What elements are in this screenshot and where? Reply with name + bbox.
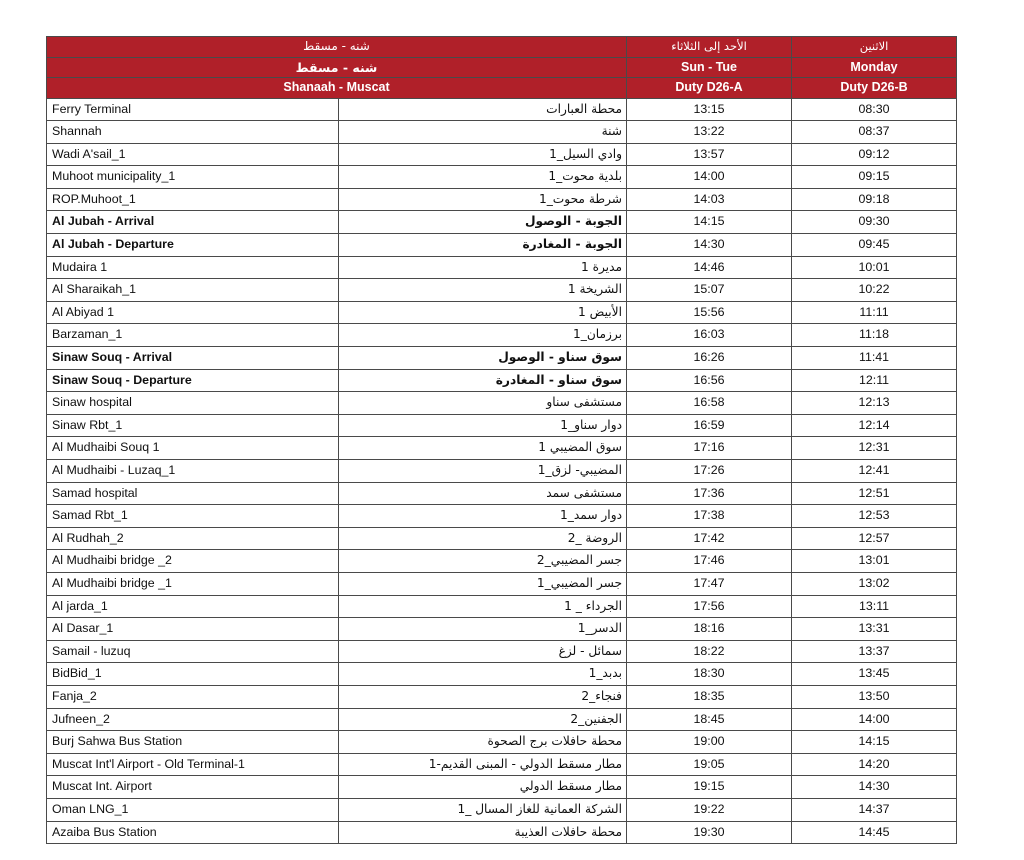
station-name-english: Muscat Int. Airport (47, 776, 339, 799)
table-row (47, 731, 957, 754)
column-header-english-suntue: Sun - Tue (627, 57, 792, 78)
departure-time-monday: 09:15 (792, 166, 957, 189)
column-header-arabic-suntue: الأحد إلى الثلاثاء (627, 37, 792, 58)
table-row (47, 121, 957, 144)
table-row (47, 618, 957, 641)
table-row (47, 527, 957, 550)
departure-time-monday: 08:37 (792, 121, 957, 144)
station-name-arabic: الجرداء _ 1 (339, 595, 627, 618)
station-name-arabic: مستشفى سناو (339, 392, 627, 415)
table-row (47, 460, 957, 483)
departure-time-monday: 11:41 (792, 347, 957, 370)
departure-time-sun-tue: 17:26 (627, 460, 792, 483)
departure-time-monday: 14:37 (792, 798, 957, 821)
station-name-arabic: مطار مسقط الدولي - المبنى القديم-1 (339, 753, 627, 776)
station-name-arabic: الروضة _2 (339, 527, 627, 550)
station-name-english: Al Jubah - Arrival (47, 211, 339, 234)
station-name-english: Al Abiyad 1 (47, 301, 339, 324)
station-name-english: Muscat Int'l Airport - Old Terminal-1 (47, 753, 339, 776)
departure-time-sun-tue: 15:56 (627, 301, 792, 324)
table-row (47, 753, 957, 776)
header-row-arabic-1 (47, 37, 957, 58)
table-row (47, 256, 957, 279)
station-name-arabic: سوق سناو - المغادرة (339, 369, 627, 392)
departure-time-monday: 13:37 (792, 640, 957, 663)
table-row (47, 369, 957, 392)
station-name-english: Fanja_2 (47, 685, 339, 708)
departure-time-sun-tue: 16:56 (627, 369, 792, 392)
departure-time-sun-tue: 16:26 (627, 347, 792, 370)
station-name-arabic: فنجاء_2 (339, 685, 627, 708)
route-title-arabic-2: شنه - مسقط (47, 57, 627, 78)
departure-time-monday: 14:15 (792, 731, 957, 754)
departure-time-sun-tue: 14:03 (627, 188, 792, 211)
station-name-arabic: بدبد_1 (339, 663, 627, 686)
station-name-english: Al Mudhaibi bridge _1 (47, 572, 339, 595)
table-row (47, 234, 957, 257)
station-name-arabic: جسر المضيبي_1 (339, 572, 627, 595)
station-name-english: Al Mudhaibi bridge _2 (47, 550, 339, 573)
header-row-english (47, 78, 957, 99)
table-row (47, 143, 957, 166)
departure-time-sun-tue: 19:00 (627, 731, 792, 754)
table-row (47, 301, 957, 324)
station-name-arabic: الشركة العمانية للغاز المسال _1 (339, 798, 627, 821)
departure-time-sun-tue: 13:57 (627, 143, 792, 166)
departure-time-sun-tue: 13:22 (627, 121, 792, 144)
departure-time-sun-tue: 16:03 (627, 324, 792, 347)
timetable-body (47, 37, 957, 844)
departure-time-monday: 14:45 (792, 821, 957, 844)
station-name-arabic: محطة حافلات العذيبة (339, 821, 627, 844)
station-name-arabic: مديرة 1 (339, 256, 627, 279)
duty-header-suntue: Duty D26-A (627, 78, 792, 99)
table-row (47, 505, 957, 528)
station-name-arabic: مطار مسقط الدولي (339, 776, 627, 799)
station-name-arabic: الشريخة 1 (339, 279, 627, 302)
departure-time-sun-tue: 16:58 (627, 392, 792, 415)
station-name-arabic: دوار سناو_1 (339, 414, 627, 437)
station-name-english: Al Sharaikah_1 (47, 279, 339, 302)
station-name-arabic: الجوبة - المغادرة (339, 234, 627, 257)
station-name-arabic: دوار سمد_1 (339, 505, 627, 528)
departure-time-sun-tue: 18:16 (627, 618, 792, 641)
bus-timetable (46, 36, 957, 844)
departure-time-monday: 14:00 (792, 708, 957, 731)
departure-time-monday: 14:20 (792, 753, 957, 776)
column-header-arabic-monday: الاثنين (792, 37, 957, 58)
duty-header-monday: Duty D26-B (792, 78, 957, 99)
route-title-english: Shanaah - Muscat (47, 78, 627, 99)
station-name-english: Oman LNG_1 (47, 798, 339, 821)
header-row-arabic-2 (47, 57, 957, 78)
station-name-arabic: المضيبي- لزق_1 (339, 460, 627, 483)
station-name-english: Burj Sahwa Bus Station (47, 731, 339, 754)
table-row (47, 188, 957, 211)
departure-time-sun-tue: 13:15 (627, 98, 792, 121)
departure-time-monday: 12:11 (792, 369, 957, 392)
station-name-arabic: محطة حافلات برج الصحوة (339, 731, 627, 754)
departure-time-sun-tue: 16:59 (627, 414, 792, 437)
table-row (47, 663, 957, 686)
departure-time-monday: 12:51 (792, 482, 957, 505)
departure-time-monday: 08:30 (792, 98, 957, 121)
station-name-english: Al Rudhah_2 (47, 527, 339, 550)
table-row (47, 776, 957, 799)
departure-time-sun-tue: 18:35 (627, 685, 792, 708)
departure-time-sun-tue: 15:07 (627, 279, 792, 302)
departure-time-monday: 12:41 (792, 460, 957, 483)
station-name-english: Sinaw Souq - Departure (47, 369, 339, 392)
departure-time-monday: 09:18 (792, 188, 957, 211)
station-name-english: Samail - luzuq (47, 640, 339, 663)
station-name-arabic: شنة (339, 121, 627, 144)
departure-time-sun-tue: 17:38 (627, 505, 792, 528)
station-name-arabic: بلدية محوت_1 (339, 166, 627, 189)
departure-time-monday: 11:18 (792, 324, 957, 347)
station-name-arabic: الجوبة - الوصول (339, 211, 627, 234)
station-name-arabic: سوق سناو - الوصول (339, 347, 627, 370)
table-row (47, 324, 957, 347)
departure-time-sun-tue: 17:36 (627, 482, 792, 505)
table-row (47, 640, 957, 663)
station-name-english: Samad hospital (47, 482, 339, 505)
departure-time-sun-tue: 17:42 (627, 527, 792, 550)
departure-time-monday: 10:22 (792, 279, 957, 302)
station-name-arabic: برزمان_1 (339, 324, 627, 347)
station-name-arabic: الجفنين_2 (339, 708, 627, 731)
departure-time-monday: 13:31 (792, 618, 957, 641)
table-row (47, 482, 957, 505)
departure-time-sun-tue: 19:30 (627, 821, 792, 844)
table-row (47, 798, 957, 821)
station-name-english: Al Jubah - Departure (47, 234, 339, 257)
station-name-arabic: جسر المضيبي_2 (339, 550, 627, 573)
station-name-arabic: مستشفى سمد (339, 482, 627, 505)
departure-time-monday: 13:45 (792, 663, 957, 686)
station-name-arabic: الدسر_1 (339, 618, 627, 641)
departure-time-monday: 13:11 (792, 595, 957, 618)
departure-time-monday: 12:13 (792, 392, 957, 415)
station-name-english: Al Mudhaibi - Luzaq_1 (47, 460, 339, 483)
table-row (47, 821, 957, 844)
station-name-arabic: سمائل - لزغ (339, 640, 627, 663)
table-row (47, 166, 957, 189)
station-name-english: Muhoot municipality_1 (47, 166, 339, 189)
table-row (47, 347, 957, 370)
table-row (47, 279, 957, 302)
departure-time-sun-tue: 14:00 (627, 166, 792, 189)
station-name-arabic: شرطة محوت_1 (339, 188, 627, 211)
departure-time-sun-tue: 17:56 (627, 595, 792, 618)
departure-time-sun-tue: 18:22 (627, 640, 792, 663)
departure-time-monday: 13:50 (792, 685, 957, 708)
station-name-english: Mudaira 1 (47, 256, 339, 279)
table-row (47, 211, 957, 234)
station-name-english: ROP.Muhoot_1 (47, 188, 339, 211)
station-name-english: Al Mudhaibi Souq 1 (47, 437, 339, 460)
station-name-english: Sinaw Souq - Arrival (47, 347, 339, 370)
departure-time-monday: 09:12 (792, 143, 957, 166)
departure-time-monday: 12:53 (792, 505, 957, 528)
departure-time-sun-tue: 18:45 (627, 708, 792, 731)
station-name-arabic: الأبيض 1 (339, 301, 627, 324)
station-name-english: Sinaw Rbt_1 (47, 414, 339, 437)
station-name-arabic: محطة العبارات (339, 98, 627, 121)
departure-time-monday: 12:14 (792, 414, 957, 437)
table-row (47, 98, 957, 121)
table-row (47, 414, 957, 437)
station-name-english: Al jarda_1 (47, 595, 339, 618)
station-name-english: Jufneen_2 (47, 708, 339, 731)
station-name-arabic: وادي السيل_1 (339, 143, 627, 166)
table-row (47, 685, 957, 708)
table-row (47, 392, 957, 415)
station-name-english: Shannah (47, 121, 339, 144)
station-name-english: Samad Rbt_1 (47, 505, 339, 528)
departure-time-monday: 13:02 (792, 572, 957, 595)
table-row (47, 572, 957, 595)
departure-time-monday: 14:30 (792, 776, 957, 799)
departure-time-monday: 10:01 (792, 256, 957, 279)
table-row (47, 550, 957, 573)
station-name-english: Sinaw hospital (47, 392, 339, 415)
station-name-english: Al Dasar_1 (47, 618, 339, 641)
station-name-english: Wadi A'sail_1 (47, 143, 339, 166)
departure-time-monday: 09:30 (792, 211, 957, 234)
departure-time-sun-tue: 19:22 (627, 798, 792, 821)
table-row (47, 708, 957, 731)
station-name-english: Barzaman_1 (47, 324, 339, 347)
departure-time-monday: 13:01 (792, 550, 957, 573)
departure-time-monday: 12:57 (792, 527, 957, 550)
station-name-english: Ferry Terminal (47, 98, 339, 121)
departure-time-sun-tue: 17:16 (627, 437, 792, 460)
departure-time-monday: 11:11 (792, 301, 957, 324)
departure-time-sun-tue: 17:47 (627, 572, 792, 595)
column-header-english-monday: Monday (792, 57, 957, 78)
departure-time-sun-tue: 19:05 (627, 753, 792, 776)
route-title-arabic-1: شنه - مسقط (47, 37, 627, 58)
departure-time-monday: 12:31 (792, 437, 957, 460)
table-row (47, 437, 957, 460)
station-name-english: BidBid_1 (47, 663, 339, 686)
departure-time-sun-tue: 17:46 (627, 550, 792, 573)
station-name-english: Azaiba Bus Station (47, 821, 339, 844)
departure-time-monday: 09:45 (792, 234, 957, 257)
table-row (47, 595, 957, 618)
departure-time-sun-tue: 18:30 (627, 663, 792, 686)
departure-time-sun-tue: 19:15 (627, 776, 792, 799)
departure-time-sun-tue: 14:15 (627, 211, 792, 234)
departure-time-sun-tue: 14:46 (627, 256, 792, 279)
station-name-arabic: سوق المضيبي 1 (339, 437, 627, 460)
departure-time-sun-tue: 14:30 (627, 234, 792, 257)
